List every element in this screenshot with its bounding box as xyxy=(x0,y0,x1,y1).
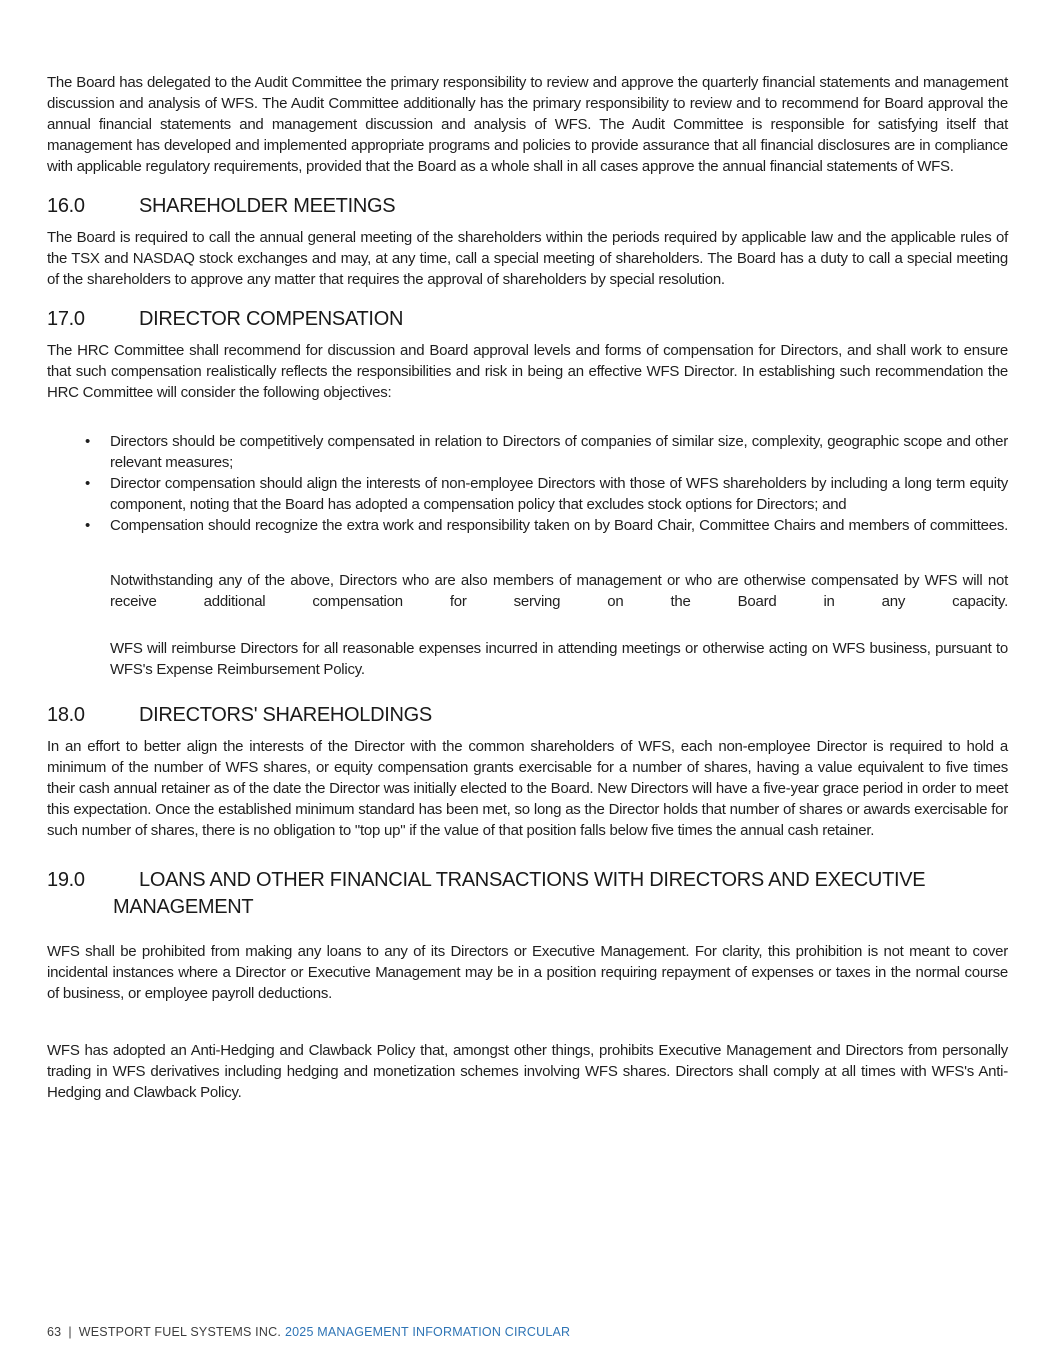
section-17-title: DIRECTOR COMPENSATION xyxy=(139,308,404,330)
section-19 xyxy=(47,867,1008,1103)
section-16 xyxy=(47,193,1008,290)
section-17-paragraph: The HRC Committee shall recommend for discussion and Board approval levels and forms of compensation for Directors, and shall work to ensure that such compensation realistically reflects the responsibilities and risk in being an effective WFS Director. In establishing such recommendation the HRC Committee will consider the following objectives: xyxy=(47,342,1008,401)
director-compensation-bullet-list xyxy=(47,431,1008,536)
intro-paragraph: The Board has delegated to the Audit Committee the primary responsibility to review and approve the quarterly financial statements and management discussion and analysis of WFS. The Audit Committee additionally has the primary responsibility to review and to recommend for Board approval the annual financial statements and management discussion and analysis of WFS. The Audit Committee is responsible for satisfying itself that management has developed and implemented appropriate programs and policies to provide assurance that all financial disclosures are in compliance with applicable regulatory requirements, provided that the Board as a whole shall in all cases approve the annual financial statements of WFS. xyxy=(47,74,1008,175)
section-16-paragraph: The Board is required to call the annual general meeting of the shareholders within the periods required by applicable law and the applicable rules of the TSX and NASDAQ stock exchanges and may, at any time, call a special meeting of shareholders. The Board has a duty to call a special meeting of the shareholders to approve any matter that requires the approval of shareholders by special resolution. xyxy=(47,229,1008,288)
bullet-text: Directors should be competitively compensated in relation to Directors of companies of similar size, complexity, geographic scope and other relevant measures; xyxy=(110,433,1008,471)
section-16-number: 16.0 xyxy=(47,195,85,217)
section-19-paragraph-1: WFS shall be prohibited from making any loans to any of its Directors or Executive Management. For clarity, this prohibition is not meant to cover incidental instances where a Director or Executive Management may be in a position requiring repayment of expenses or taxes in the normal course of business, or employee payroll deductions. xyxy=(47,943,1008,1002)
section-17-subparagraph-1: Notwithstanding any of the above, Directors who are also members of management or who are otherwise compensated by WFS will not receive additional compensation for serving on the Board in any capacity. xyxy=(110,572,1008,610)
section-19-heading xyxy=(47,867,1008,921)
bullet-item xyxy=(47,431,1008,473)
page-content xyxy=(47,72,1008,1103)
section-19-paragraph-2: WFS has adopted an Anti-Hedging and Clawback Policy that, amongst other things, prohibits Executive Management and Directors from personally trading in WFS derivatives including hedging and monetization schemes involving WFS shares. Directors shall comply at all times with WFS's Anti-Hedging and Clawback Policy. xyxy=(47,1042,1008,1101)
bullet-icon: • xyxy=(85,475,91,492)
section-17-heading xyxy=(47,306,1008,333)
bullet-item xyxy=(47,515,1008,536)
section-18-paragraph: In an effort to better align the interests of the Director with the common shareholders of WFS, each non-employee Director is required to hold a minimum of the number of WFS shares, or equity compensation grants exercisable for a number of shares, having a value equivalent to five times their cash annual retainer as of the date the Director was initially elected to the Board. New Directors will have a five-year grace period in order to meet this expectation. Once the established minimum standard has been met, so long as the Director holds that number of shares or awards exercisable for such number of shares, there is no obligation to "top up" if the value of that position falls below five times the annual cash retainer. xyxy=(47,738,1008,839)
bullet-icon: • xyxy=(85,517,91,534)
section-17-subparagraph-2: WFS will reimburse Directors for all reasonable expenses incurred in attending meetings or otherwise acting on WFS business, pursuant to WFS's Expense Reimbursement Policy. xyxy=(110,640,1008,678)
footer-document-title: 2025 MANAGEMENT INFORMATION CIRCULAR xyxy=(285,1325,571,1339)
footer-company-name: WESTPORT FUEL SYSTEMS INC. xyxy=(78,1325,281,1339)
section-19-title: LOANS AND OTHER FINANCIAL TRANSACTIONS WITH DIRECTORS AND EXECUTIVE MANAGEMENT xyxy=(113,869,926,918)
section-17-number: 17.0 xyxy=(47,308,85,330)
section-16-title: SHAREHOLDER MEETINGS xyxy=(139,195,396,217)
bullet-text: Director compensation should align the interests of non-employee Directors with those of WFS shareholders by including a long term equity component, noting that the Board has adopted a compensation policy that excludes stock options for Directors; and xyxy=(110,475,1008,513)
page-footer xyxy=(47,1324,570,1340)
footer-separator: | xyxy=(68,1325,72,1339)
section-17 xyxy=(47,306,1008,680)
section-18 xyxy=(47,702,1008,841)
bullet-item xyxy=(47,473,1008,515)
section-18-title: DIRECTORS' SHAREHOLDINGS xyxy=(139,704,432,726)
footer-page-number: 63 xyxy=(47,1325,62,1339)
bullet-icon: • xyxy=(85,433,91,450)
section-18-heading xyxy=(47,702,1008,729)
bullet-text: Compensation should recognize the extra work and responsibility taken on by Board Chair, Committee Chairs and members of committees. xyxy=(110,517,1008,534)
section-16-heading xyxy=(47,193,1008,220)
section-18-number: 18.0 xyxy=(47,704,85,726)
section-19-number: 19.0 xyxy=(47,869,85,891)
